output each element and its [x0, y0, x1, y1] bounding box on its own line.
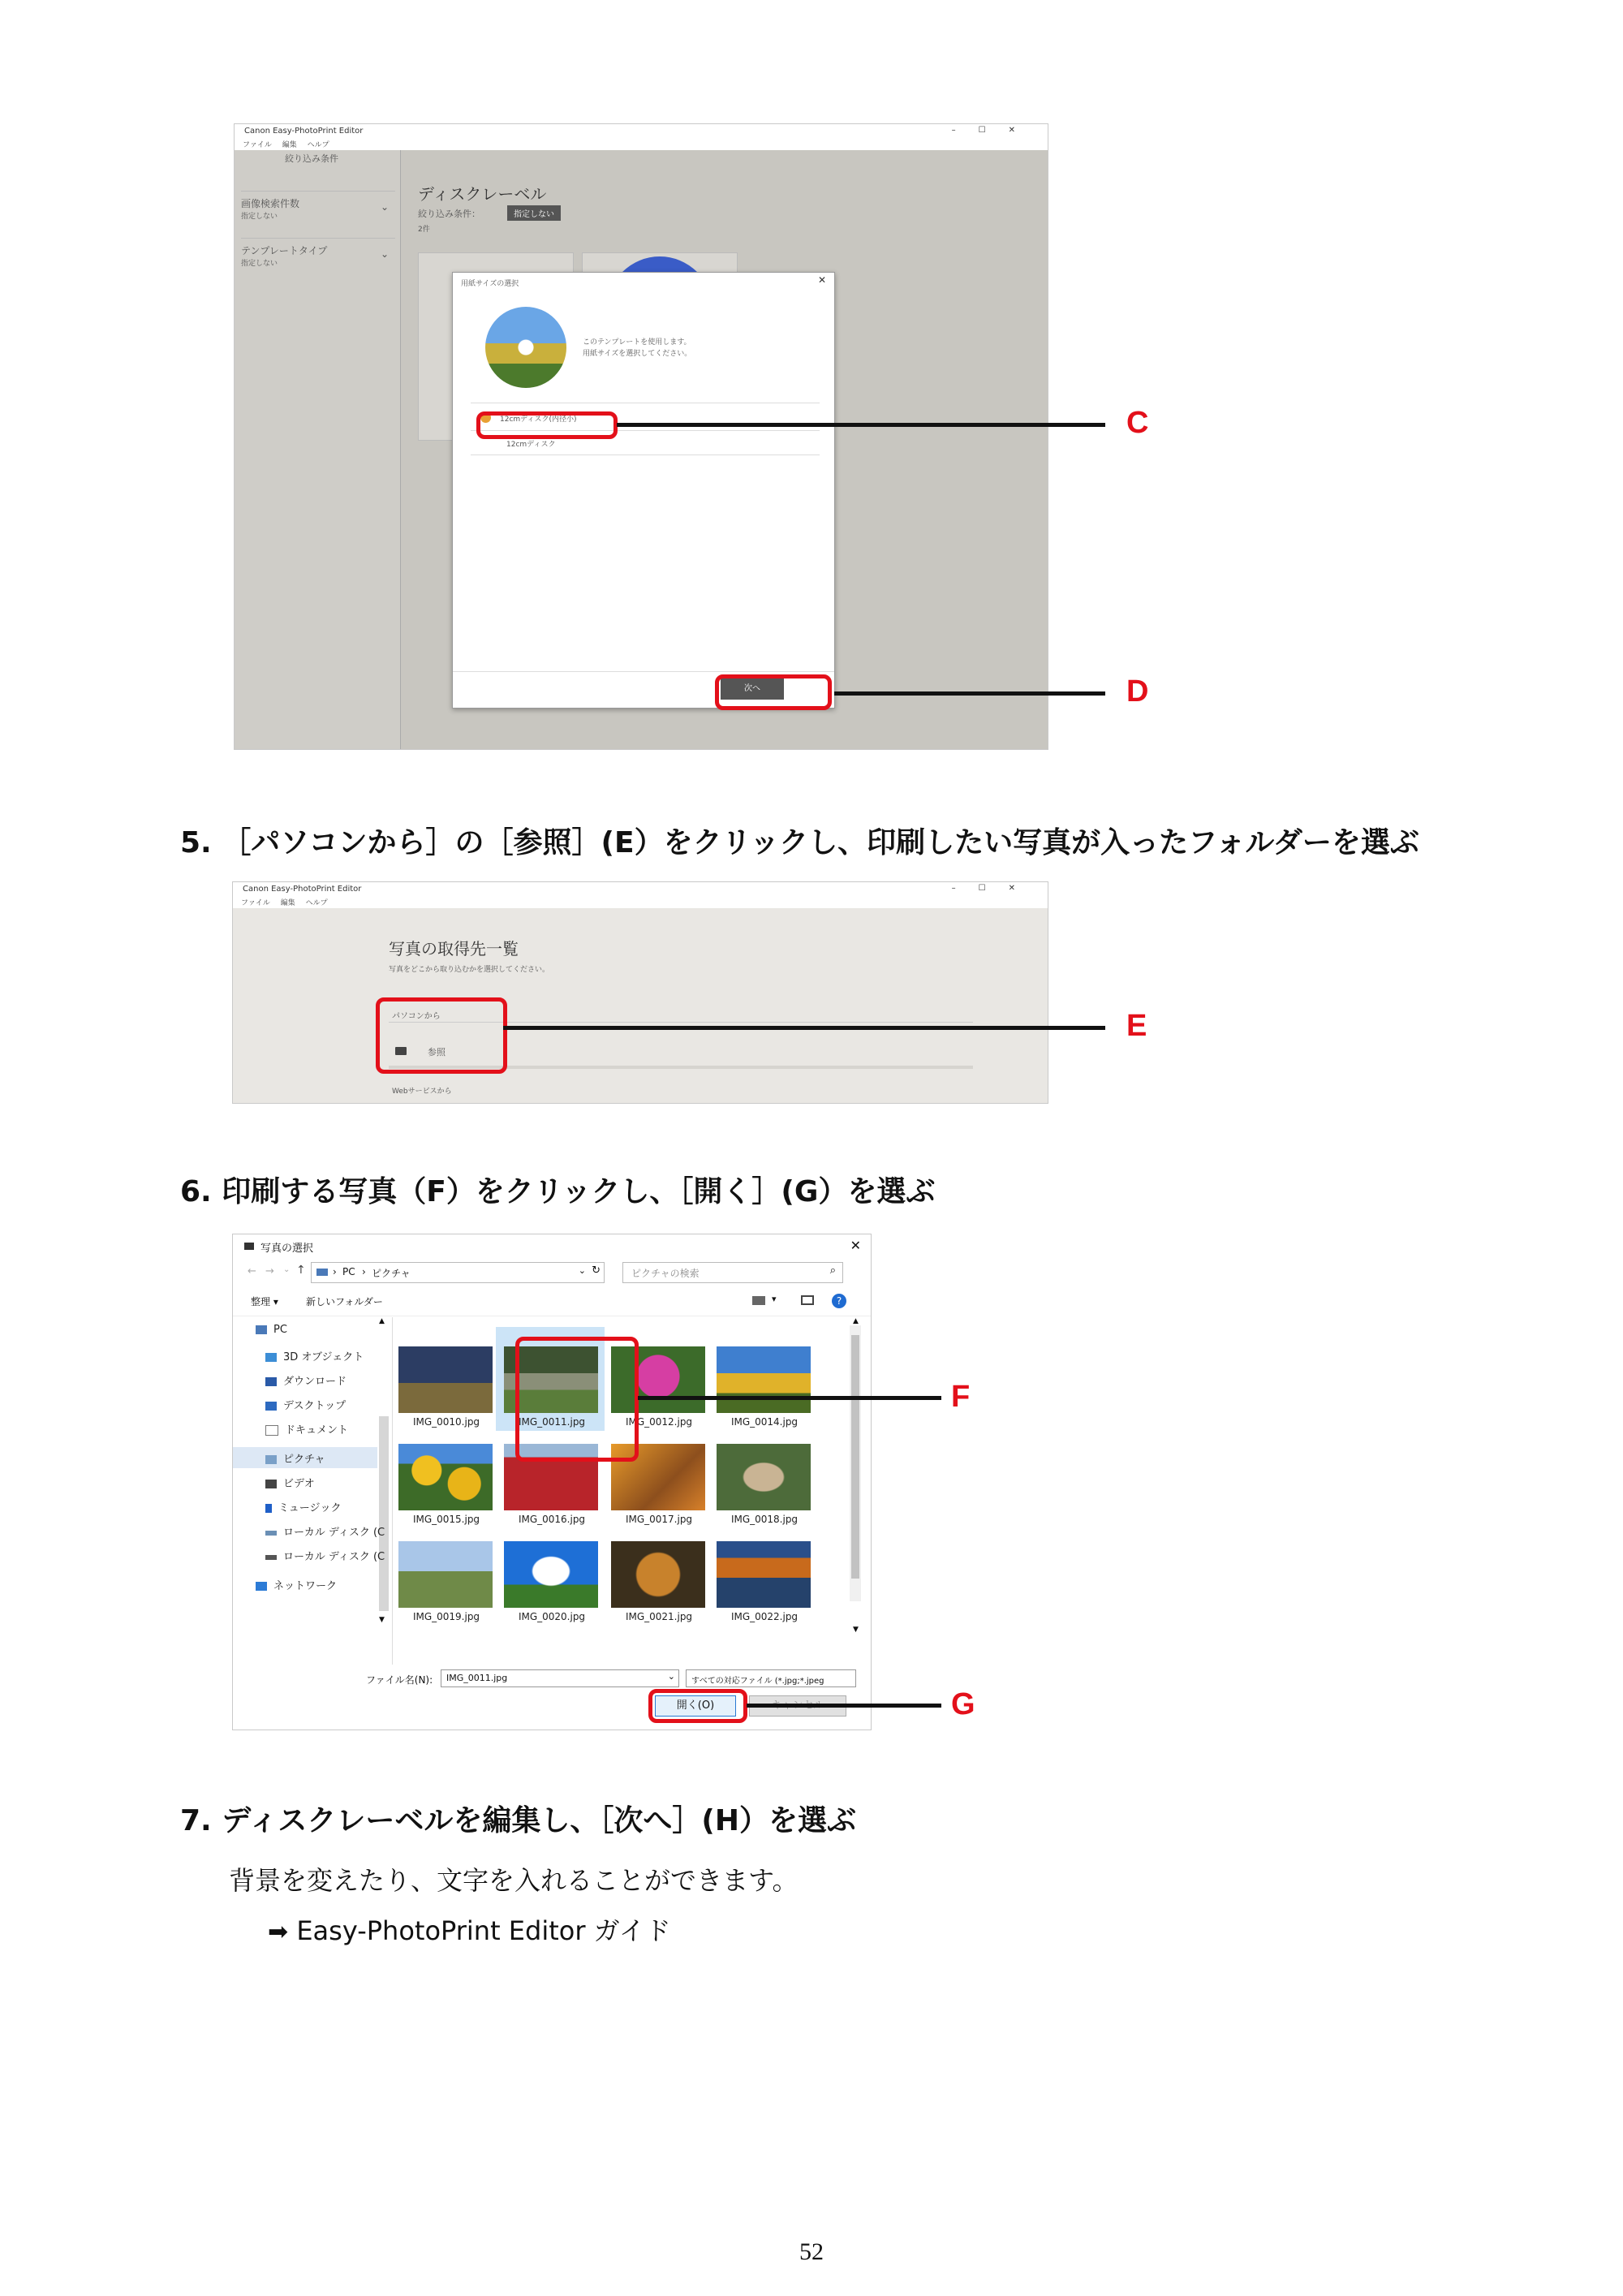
guide-link[interactable] [268, 1910, 671, 1948]
nav-item-music[interactable]: ミュージック [265, 1499, 341, 1514]
filter-value: 指定しない [241, 213, 278, 221]
nav-item-network[interactable]: ネットワーク [256, 1577, 337, 1592]
section-pc: パソコンから [392, 1012, 441, 1021]
network-icon [256, 1582, 267, 1591]
callout-letter-d: D [1126, 674, 1149, 709]
nav-item-videos[interactable]: ビデオ [265, 1475, 315, 1490]
photo-thumbnail[interactable] [717, 1444, 811, 1510]
scroll-up-icon[interactable]: ▲ [379, 1317, 385, 1325]
photo-thumbnail[interactable] [611, 1541, 705, 1608]
callout-box-d [715, 674, 832, 710]
filetype-select[interactable] [686, 1669, 856, 1687]
window-controls[interactable]: –☐✕ [951, 884, 1038, 893]
menu-bar [235, 139, 1048, 150]
nav-item-desktop[interactable]: デスクトップ [265, 1397, 346, 1412]
option-label: 12cmディスク [506, 441, 556, 449]
window-title-bar [233, 1234, 872, 1257]
file-name: IMG_0022.jpg [730, 1611, 799, 1622]
dropdown-arrow-icon[interactable]: ⌄ [283, 1265, 291, 1274]
file-name: IMG_0020.jpg [518, 1611, 586, 1622]
menu-bar [233, 897, 1048, 908]
breadcrumb-pc[interactable]: PC [342, 1266, 355, 1277]
file-name: IMG_0010.jpg [412, 1416, 480, 1428]
section-web: Webサービスから [392, 1088, 452, 1096]
arrow-right-icon: ➡ [268, 1918, 289, 1946]
callout-letter-f: F [951, 1380, 971, 1414]
result-count: 2件 [418, 226, 430, 234]
photo-thumbnail[interactable] [504, 1541, 598, 1608]
chevron-down-icon: ⌄ [380, 201, 389, 213]
nav-item-pictures[interactable]: ピクチャ [265, 1450, 325, 1466]
window-title: 写真の選択 [260, 1243, 314, 1255]
nav-item-documents[interactable]: ドキュメント [265, 1421, 348, 1437]
filter-label: 画像検索件数 [241, 198, 300, 209]
filter-item-image-count[interactable] [241, 191, 395, 224]
photo-thumbnail[interactable] [398, 1346, 493, 1413]
step-7-heading: 7. ディスクレーベルを編集し、［次へ］(H）を選ぶ [180, 1804, 856, 1837]
photo-thumbnail[interactable] [717, 1541, 811, 1608]
page-number: 52 [799, 2238, 824, 2265]
option-label: 12cmディスク(内径小) [500, 416, 577, 424]
refresh-icon[interactable]: ↻ [592, 1264, 601, 1277]
menu-edit[interactable]: 編集 [280, 899, 295, 907]
preview-pane-icon[interactable] [801, 1295, 814, 1305]
menu-file[interactable]: ファイル [243, 141, 272, 149]
chevron-down-icon[interactable]: ⌄ [578, 1265, 586, 1276]
app-icon [244, 1243, 254, 1250]
grid-scrollbar[interactable] [850, 1325, 861, 1601]
document-icon [265, 1425, 278, 1436]
file-name: IMG_0019.jpg [412, 1611, 480, 1622]
address-row [233, 1259, 872, 1286]
callout-box-f [515, 1337, 639, 1462]
file-name: IMG_0015.jpg [412, 1514, 480, 1525]
close-icon[interactable]: ✕ [850, 1238, 861, 1253]
filter-panel-title: 絞り込み条件 [285, 153, 338, 164]
breadcrumb-pictures[interactable]: ピクチャ [372, 1268, 411, 1279]
cube-icon [265, 1353, 277, 1362]
scroll-down-icon[interactable]: ▼ [853, 1626, 859, 1634]
video-icon [265, 1480, 277, 1488]
nav-item-pc[interactable]: PC [256, 1324, 287, 1336]
dialog-message-line1: このテンプレートを使用します。 [583, 338, 691, 347]
grid-scrollbar-thumb[interactable] [851, 1335, 859, 1579]
disk-icon [265, 1555, 277, 1560]
file-name: IMG_0012.jpg [625, 1416, 693, 1428]
screenshot-file-dialog [232, 1234, 872, 1730]
callout-box-g [648, 1689, 747, 1723]
menu-help[interactable]: ヘルプ [305, 899, 328, 907]
screenshot-photo-source [232, 881, 1048, 1104]
filter-item-template-type[interactable] [241, 238, 395, 271]
nav-item-local-disk-1[interactable]: ローカル ディスク (C [265, 1523, 385, 1539]
desktop-icon [265, 1402, 277, 1411]
pictures-icon [265, 1455, 277, 1464]
title-bar [235, 124, 1048, 140]
pc-icon [256, 1325, 267, 1334]
organize-button[interactable]: 整理 ▾ [251, 1296, 278, 1307]
browse-label: 参照 [428, 1047, 446, 1058]
address-bar[interactable] [311, 1262, 605, 1283]
disc-thumbnail [485, 307, 566, 388]
content-title: ディスクレーベル [418, 184, 547, 204]
menu-edit[interactable]: 編集 [282, 141, 297, 149]
scroll-up-icon[interactable]: ▲ [853, 1317, 859, 1325]
menu-file[interactable]: ファイル [241, 899, 270, 907]
callout-line-e [503, 1026, 1105, 1030]
download-icon [265, 1377, 277, 1386]
filename-label: ファイル名(N): [366, 1674, 433, 1686]
callout-line-d [834, 691, 1105, 696]
callout-line-g [747, 1704, 941, 1708]
window-title: Canon Easy-PhotoPrint Editor [244, 127, 364, 136]
dialog-title: 用紙サイズの選択 [461, 280, 519, 288]
help-icon[interactable]: ? [832, 1294, 846, 1308]
window-controls[interactable]: –☐✕ [951, 126, 1038, 135]
search-input[interactable] [622, 1262, 843, 1283]
pc-icon [316, 1269, 328, 1276]
forward-arrow-icon[interactable]: → [265, 1265, 274, 1277]
disk-icon [265, 1531, 277, 1536]
step-6-heading: 6. 印刷する写真（F）をクリックし、［開く］(G）を選ぶ [180, 1175, 936, 1208]
search-placeholder: ピクチャの検索 [631, 1268, 700, 1279]
back-arrow-icon[interactable]: ← [248, 1265, 256, 1277]
breadcrumb-sep: › [333, 1266, 337, 1277]
photo-thumbnail[interactable] [398, 1541, 493, 1608]
filename-input[interactable] [441, 1669, 679, 1687]
photo-thumbnail[interactable] [717, 1346, 811, 1413]
nav-item-3d[interactable]: 3D オブジェクト [265, 1348, 364, 1363]
filter-label: 絞り込み条件： [418, 209, 480, 219]
filter-chip[interactable]: 指定しない [507, 205, 561, 221]
filter-panel [235, 150, 401, 750]
file-name: IMG_0011.jpg [518, 1416, 586, 1428]
chevron-down-icon[interactable]: ▾ [772, 1294, 777, 1304]
file-name: IMG_0016.jpg [518, 1514, 586, 1525]
file-name: IMG_0018.jpg [730, 1514, 799, 1525]
callout-line-c [617, 423, 1105, 427]
photo-thumbnail[interactable] [398, 1444, 493, 1510]
window-title: Canon Easy-PhotoPrint Editor [243, 885, 362, 894]
nav-scrollbar-thumb[interactable] [379, 1416, 389, 1611]
page-subtitle: 写真をどこから取り込むかを選択してください。 [389, 966, 550, 974]
toolbar [233, 1288, 872, 1316]
file-name: IMG_0017.jpg [625, 1514, 693, 1525]
open-button[interactable]: 開く(O) [655, 1695, 736, 1717]
guide-link-label[interactable]: Easy-PhotoPrint Editor ガイド [296, 1915, 671, 1946]
view-options-icon[interactable] [752, 1296, 765, 1305]
dialog-message-line2: 用紙サイズを選択してください。 [583, 350, 692, 358]
breadcrumb-sep: › [362, 1266, 366, 1277]
music-icon [265, 1504, 272, 1513]
navigation-pane [233, 1317, 393, 1665]
divider [471, 454, 820, 455]
menu-help[interactable]: ヘルプ [307, 141, 329, 149]
file-name: IMG_0021.jpg [625, 1611, 693, 1622]
filter-label: テンプレートタイプ [241, 245, 328, 256]
search-icon: ⌕ [829, 1264, 836, 1277]
chevron-down-icon[interactable]: ⌄ [667, 1671, 675, 1682]
step-7-body: 背景を変えたり、文字を入れることができます。 [229, 1865, 799, 1896]
new-folder-button[interactable]: 新しいフォルダー [306, 1296, 383, 1307]
callout-box-c [476, 411, 618, 439]
chevron-down-icon: ⌄ [380, 248, 389, 260]
screenshot-paper-size [234, 123, 1048, 750]
scroll-down-icon[interactable]: ▼ [379, 1616, 385, 1624]
paper-size-dialog [452, 272, 835, 709]
nav-item-local-disk-2[interactable]: ローカル ディスク (C [265, 1548, 385, 1563]
title-bar [233, 882, 1048, 898]
callout-letter-g: G [951, 1687, 975, 1721]
file-name: IMG_0014.jpg [730, 1416, 799, 1428]
callout-letter-c: C [1126, 406, 1149, 440]
step-5-heading: 5. ［パソコンから］の［参照］(E）をクリックし、印刷したい写真が入ったフォルダーを選ぶ [180, 826, 1419, 859]
nav-item-downloads[interactable]: ダウンロード [265, 1372, 347, 1388]
filter-value: 指定しない [241, 260, 278, 268]
filetype-value: すべての対応ファイル (*.jpg;*.jpeg [691, 1677, 824, 1686]
callout-letter-e: E [1126, 1009, 1147, 1043]
callout-line-f [638, 1396, 941, 1400]
up-arrow-icon[interactable]: ↑ [296, 1264, 306, 1277]
next-button[interactable]: 次へ [721, 678, 784, 700]
filename-value: IMG_0011.jpg [446, 1673, 508, 1683]
callout-box-e [376, 997, 507, 1074]
page-title: 写真の取得先一覧 [389, 939, 519, 958]
close-icon[interactable]: ✕ [817, 274, 826, 286]
